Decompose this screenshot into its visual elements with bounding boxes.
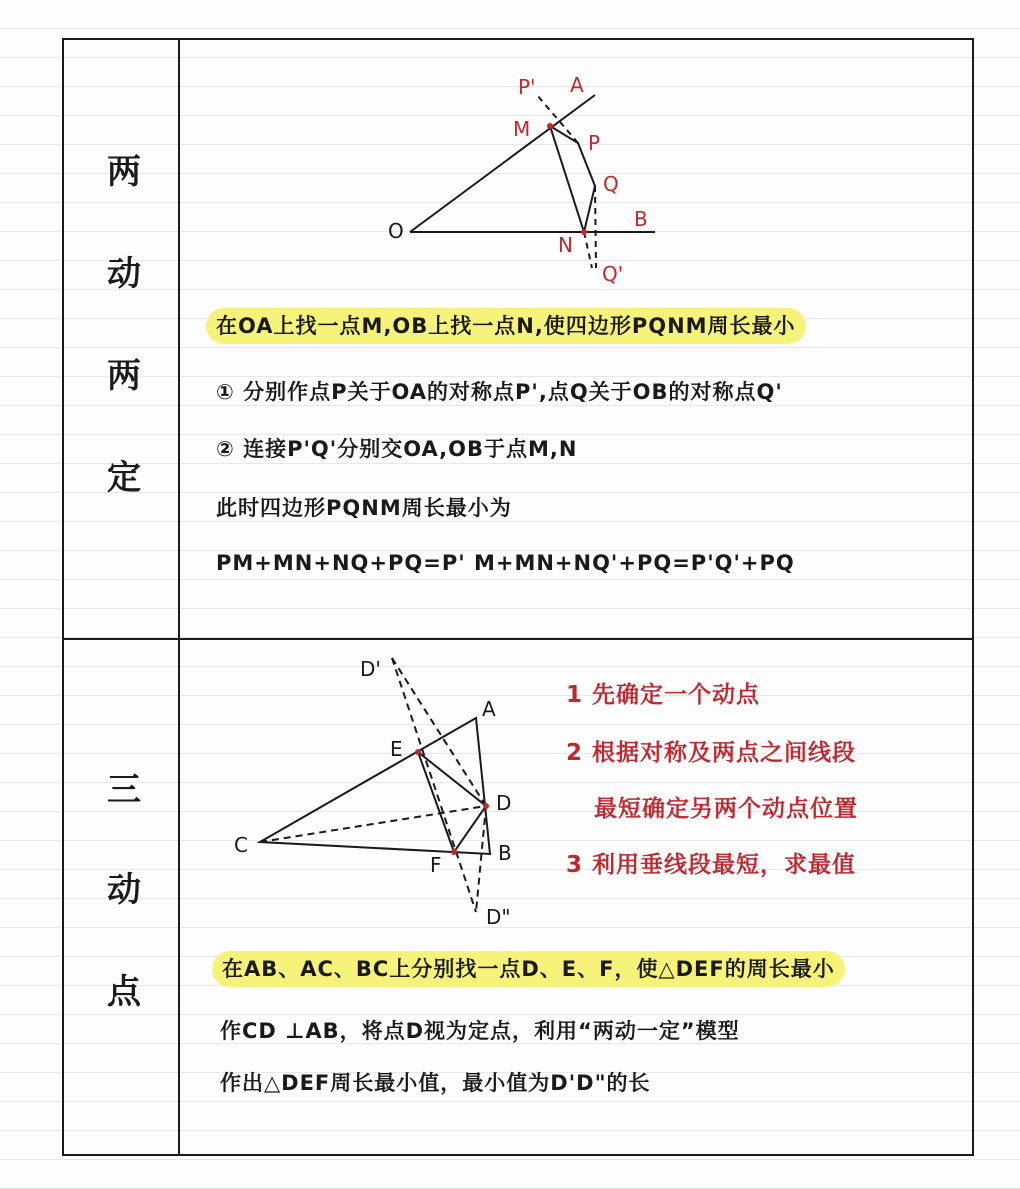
section2-title-char: 点 bbox=[107, 972, 141, 1012]
section1-highlight: 在OA上找一点M,OB上找一点N,使四边形PQNM周长最小 bbox=[206, 310, 806, 340]
label-Q: Q bbox=[603, 172, 619, 196]
section2-step: 最短确定另两个动点位置 bbox=[594, 796, 858, 822]
section1-step1: ① 分别作点P关于OA的对称点P',点Q关于OB的对称点Q' bbox=[216, 380, 783, 404]
section2-line1: 作CD ⊥AB，将点D视为定点，利用“两动一定”模型 bbox=[220, 1019, 740, 1043]
label-O: O bbox=[388, 219, 404, 243]
triangle-ABC bbox=[260, 718, 490, 854]
label-A2: A bbox=[482, 697, 496, 721]
label-D-double-prime: D" bbox=[486, 905, 511, 929]
section2-title-char: 动 bbox=[107, 870, 141, 910]
dashed-D-Dprime bbox=[392, 658, 486, 806]
label-B: B bbox=[634, 207, 648, 231]
label-D-prime: D' bbox=[360, 657, 381, 681]
label-N: N bbox=[558, 233, 573, 257]
label-D2: D bbox=[496, 791, 512, 815]
label-C2: C bbox=[234, 833, 248, 857]
label-F2: F bbox=[430, 853, 442, 877]
label-B2: B bbox=[498, 841, 512, 865]
label-E2: E bbox=[390, 737, 403, 761]
label-P: P bbox=[588, 131, 601, 155]
section1-title-char: 动 bbox=[107, 254, 141, 294]
section1-title-char: 两 bbox=[107, 152, 141, 192]
section2-step: 2 根据对称及两点之间线段 bbox=[566, 740, 857, 766]
section2-step: 3 利用垂线段最短，求最值 bbox=[566, 852, 857, 878]
section2-highlight: 在AB、AC、BC上分别找一点D、E、F，使△DEF的周长最小 bbox=[212, 953, 845, 983]
section1-formula: PM+MN+NQ+PQ=P' M+MN+NQ'+PQ=P'Q'+PQ bbox=[216, 551, 795, 575]
section2-step: 1 先确定一个动点 bbox=[566, 682, 761, 708]
section1-title-char: 两 bbox=[107, 356, 141, 396]
dashed-D-Ddoubleprime bbox=[476, 806, 486, 912]
section1-conclusion: 此时四边形PQNM周长最小为 bbox=[216, 496, 512, 520]
label-P-prime: P' bbox=[518, 75, 536, 99]
label-M: M bbox=[513, 117, 531, 141]
label-Q-prime: Q' bbox=[602, 262, 624, 286]
label-A: A bbox=[570, 73, 584, 97]
dashed-CD bbox=[260, 806, 486, 842]
section2-line2: 作出△DEF周长最小值，最小值为D'D"的长 bbox=[220, 1071, 651, 1095]
section1-step2: ② 连接P'Q'分别交OA,OB于点M,N bbox=[216, 437, 578, 461]
section1-title-char: 定 bbox=[107, 458, 141, 498]
section2-title-char: 三 bbox=[107, 770, 141, 810]
